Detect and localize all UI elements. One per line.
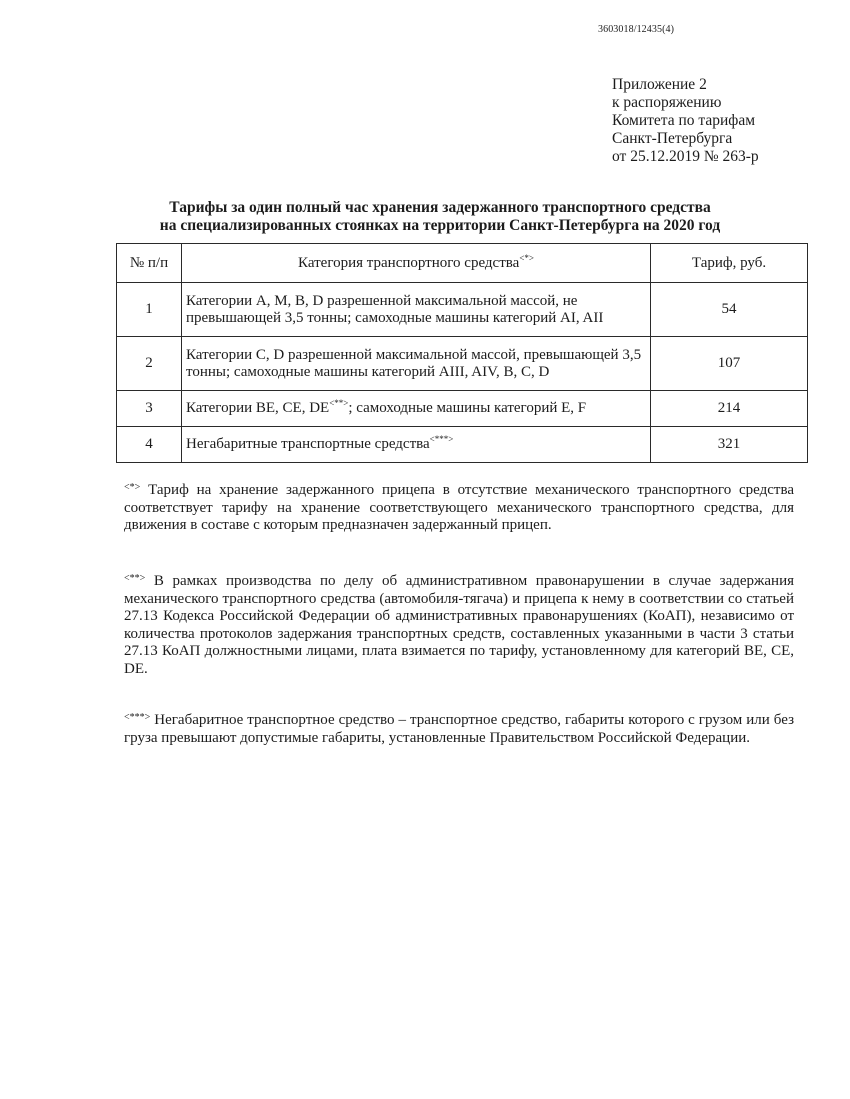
- row-category-text: Категории С, D разрешенной максимальной массой, превышающей 3,5 тонны; самоходные машины категорий AIII, AIV, В, С, D: [186, 346, 642, 380]
- footnote-3: [124, 712, 794, 747]
- table-row: [117, 337, 808, 391]
- row-number: 2: [117, 337, 182, 391]
- footnote-text: Негабаритное транспортное средство – транспортное средство, габариты которого с грузом или без груза превышают допустимые габариты, установленные Правительством Российской Федерации.: [124, 712, 795, 746]
- appendix-line: Санкт-Петербурга: [612, 130, 733, 147]
- header-tariff: Тариф, руб.: [651, 244, 808, 283]
- footnote-mark: <**>: [124, 573, 146, 584]
- row-category-text: Негабаритные транспортные средства: [186, 436, 430, 452]
- header-number: № п/п: [117, 244, 182, 283]
- tariff-table: [116, 243, 808, 463]
- footnote-1: [124, 482, 794, 535]
- appendix-line: Приложение 2: [612, 76, 707, 93]
- row-category: [182, 391, 651, 427]
- row-category-mark: <***>: [429, 434, 454, 444]
- appendix-line: Комитета по тарифам: [612, 112, 756, 129]
- footnote-text: В рамках производства по делу об административном правонарушении в случае задержания механического транспортного средства (автомобиля-тягача) и прицепа к нему в соответствии со статьей 27.13 Кодекса Российской Федерации об административных правонарушениях (КоАП), независимо от количества протоколов задержания транспортных средств, составленных указанными в части 3 статьи 27.13 КоАП должностными лицами, плата взимается по тарифу, установленному для категорий BE, СЕ, DE.: [124, 573, 794, 677]
- table-row: [117, 391, 808, 427]
- header-category-mark: <*>: [519, 252, 534, 263]
- row-tariff: 321: [651, 427, 808, 463]
- appendix-header: [612, 76, 759, 166]
- row-category: [182, 337, 651, 391]
- table-row: [117, 283, 808, 337]
- table-row: [117, 427, 808, 463]
- row-number: 3: [117, 391, 182, 427]
- footnote-mark: <***>: [124, 712, 151, 723]
- title-line-2: на специализированных стоянках на территории Санкт-Петербурга на 2020 год: [159, 217, 721, 234]
- footnote-2: [124, 573, 794, 678]
- row-category-text: Категории А, М, В, D разрешенной максимальной массой, не превышающей 3,5 тонны; самоходные машины категорий AI, AII: [186, 292, 604, 326]
- document-id: 3603018/12435(4): [598, 24, 675, 35]
- row-tariff: 54: [651, 283, 808, 337]
- footnote-mark: <*>: [124, 482, 141, 493]
- title-line-1: Тарифы за один полный час хранения задержанного транспортного средства: [169, 199, 711, 216]
- row-number: 1: [117, 283, 182, 337]
- row-tariff: 214: [651, 391, 808, 427]
- appendix-line: к распоряжению: [612, 94, 722, 111]
- row-category-mark: <**>: [329, 398, 349, 408]
- header-category: [182, 244, 651, 283]
- row-number: 4: [117, 427, 182, 463]
- row-category: [182, 427, 651, 463]
- appendix-line: от 25.12.2019 № 263-р: [612, 148, 759, 165]
- row-category-tail: ; самоходные машины категорий Е, F: [348, 400, 587, 416]
- row-tariff: 107: [651, 337, 808, 391]
- row-category-text: Категории BE, СЕ, DE: [186, 400, 330, 416]
- row-category: [182, 283, 651, 337]
- document-title: [40, 199, 840, 235]
- header-category-label: Категория транспортного средства: [298, 254, 520, 271]
- table-header-row: [117, 244, 808, 283]
- footnote-text: Тариф на хранение задержанного прицепа в отсутствие механического транспортного средства соответствует тарифу на хранение соответствующего механического транспортного средства, для движения в составе с которым предназначен задержанный прицеп.: [124, 482, 795, 533]
